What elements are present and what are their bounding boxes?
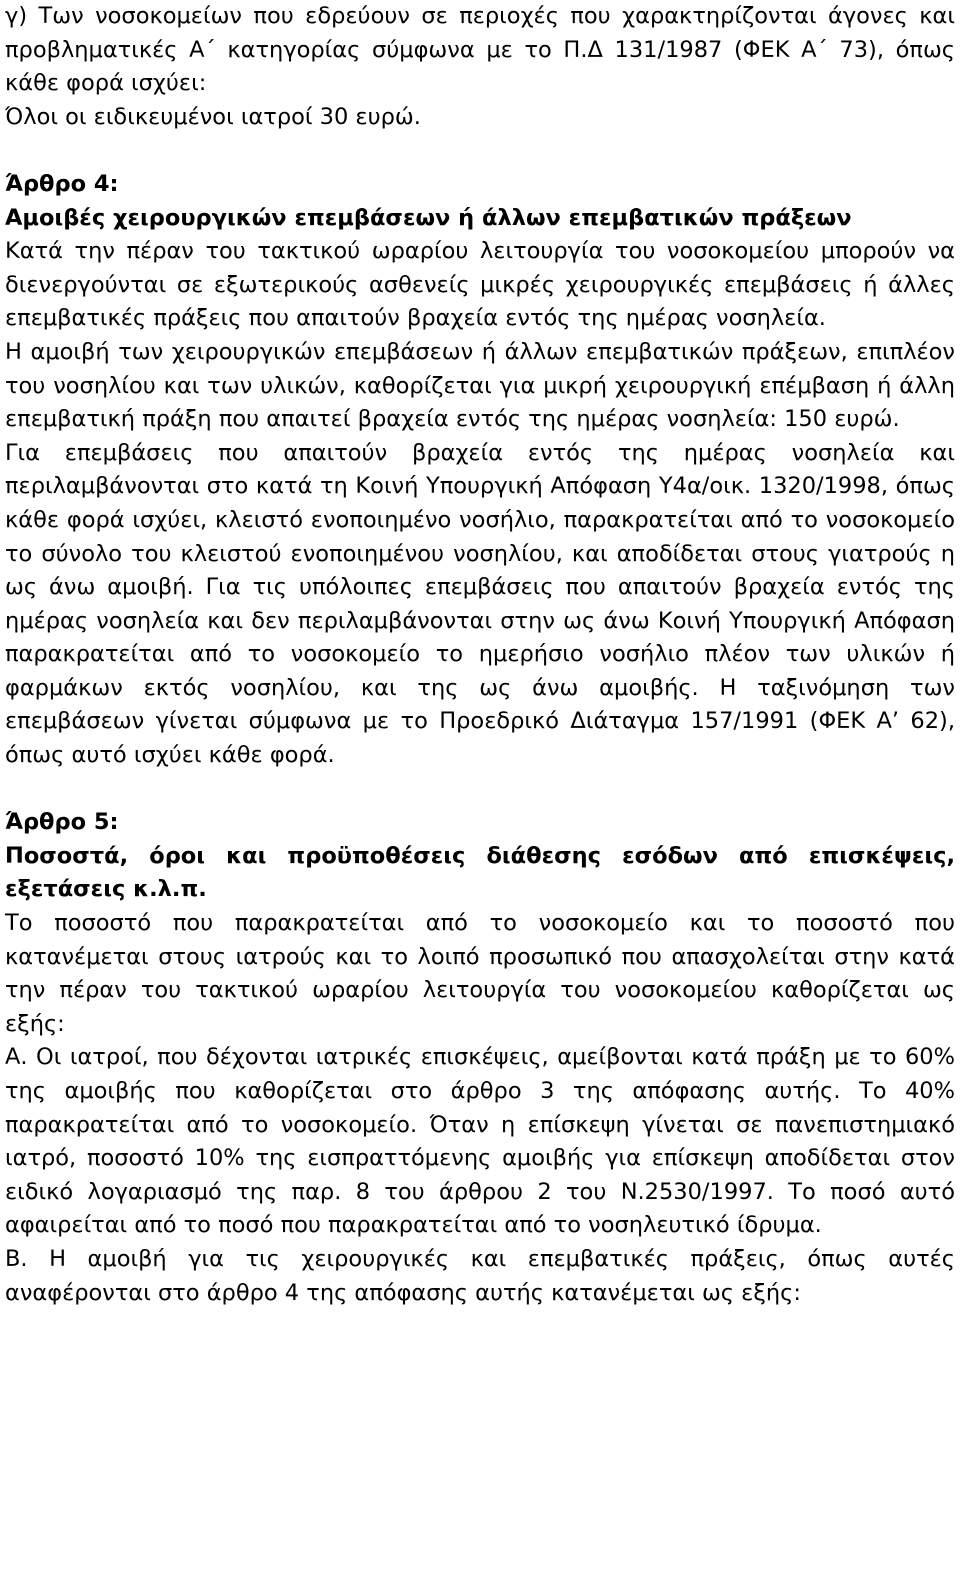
article-4 xyxy=(5,168,955,773)
article-5-subtitle: Ποσοστά, όροι και προϋποθέσεις διάθεσης εσόδων από επισκέψεις, εξετάσεις κ.λ.π. xyxy=(5,842,955,903)
intro-paragraph: γ) Των νοσοκομείων που εδρεύουν σε περιοχές που χαρακτηρίζονται άγονες και προβληματικές Α΄ κατηγορίας σύμφωνα με το Π.Δ 131/1987 (ΦΕΚ Α΄ 73), όπως κάθε φορά ισχύει: xyxy=(5,3,955,97)
article-4-paragraph: Η αμοιβή των χειρουργικών επεμβάσεων ή άλλων επεμβατικών πράξεων, επιπλέον του νοσηλίου και των υλικών, καθορίζεται για μικρή χειρουργική επέμβαση ή άλλη επεμβατική πράξη που απαιτεί βραχεία εντός της ημέρας νοσηλεία: 150 ευρώ. xyxy=(5,338,955,433)
article-5 xyxy=(5,806,955,1310)
article-5-paragraph: Το ποσοστό που παρακρατείται από το νοσοκομείο και το ποσοστό που κατανέμεται στους ιατρούς και το λοιπό προσωπικό που απασχολείται στην κατά την πέραν του τακτικού ωραρίου λειτουργία του νοσοκομείου καθορίζεται ως εξής: xyxy=(5,910,955,1037)
article-4-paragraph: Για επεμβάσεις που απαιτούν βραχεία εντός της ημέρας νοσηλεία και περιλαμβάνονται στο κατά τη Κοινή Υπουργική Απόφαση Υ4α/οικ. 1320/1998, όπως κάθε φορά ισχύει, κλειστό ενοποιημένο νοσήλιο, παρακρατείται από το νοσοκομείο το σύνολο του κλειστού ενοποιημένου νοσηλίου, και αποδίδεται στους γιατρούς η ως άνω αμοιβή. Για τις υπόλοιπες επεμβάσεις που απαιτούν βραχεία εντός της ημέρας νοσηλεία και δεν περιλαμβάνονται στην ως άνω Κοινή Υπουργική Απόφαση παρακρατείται από το νοσοκομείο το ημερήσιο νοσήλιο πλέον των υλικών ή φαρμάκων εκτός νοσηλίου, και της ως άνω αμοιβής. Η ταξινόμηση των επεμβάσεων γίνεται σύμφωνα με το Προεδρικό Διάταγμα 157/1991 (ΦΕΚ Α’ 62), όπως αυτό ισχύει κάθε φορά. xyxy=(5,439,955,769)
article-5-paragraph: Β. Η αμοιβή για τις χειρουργικές και επεμβατικές πράξεις, όπως αυτές αναφέρονται στο άρθρο 4 της απόφασης αυτής κατανέμεται ως εξής: xyxy=(5,1245,955,1306)
article-4-subtitle: Αμοιβές χειρουργικών επεμβάσεων ή άλλων επεμβατικών πράξεων xyxy=(5,204,852,231)
article-4-paragraph: Κατά την πέραν του τακτικού ωραρίου λειτουργία του νοσοκομείου μπορούν να διενεργούνται σε εξωτερικούς ασθενείς μικρές χειρουργικές επεμβάσεις ή άλλες επεμβατικές πράξεις που απαιτούν βραχεία εντός της ημέρας νοσηλεία. xyxy=(5,238,955,332)
article-5-paragraph: Α. Οι ιατροί, που δέχονται ιατρικές επισκέψεις, αμείβονται κατά πράξη με το 60% της αμοιβής που καθορίζεται στο άρθρο 3 της απόφασης αυτής. Το 40% παρακρατείται από το νοσοκομείο. Όταν η επίσκεψη γίνεται σε πανεπιστημιακό ιατρό, ποσοστό 10% της εισπραττόμενης αμοιβής για επίσκεψη αποδίδεται στον ειδικό λογαριασμό της παρ. 8 του άρθρου 2 του Ν.2530/1997. Το ποσό αυτό αφαιρείται από το ποσό που παρακρατείται από το νοσηλευτικό ίδρυμα. xyxy=(5,1044,955,1239)
article-4-title: Άρθρο 4: xyxy=(5,170,119,197)
article-5-title: Άρθρο 5: xyxy=(5,809,119,836)
intro-line: Όλοι οι ειδικευμένοι ιατροί 30 ευρώ. xyxy=(5,103,421,130)
